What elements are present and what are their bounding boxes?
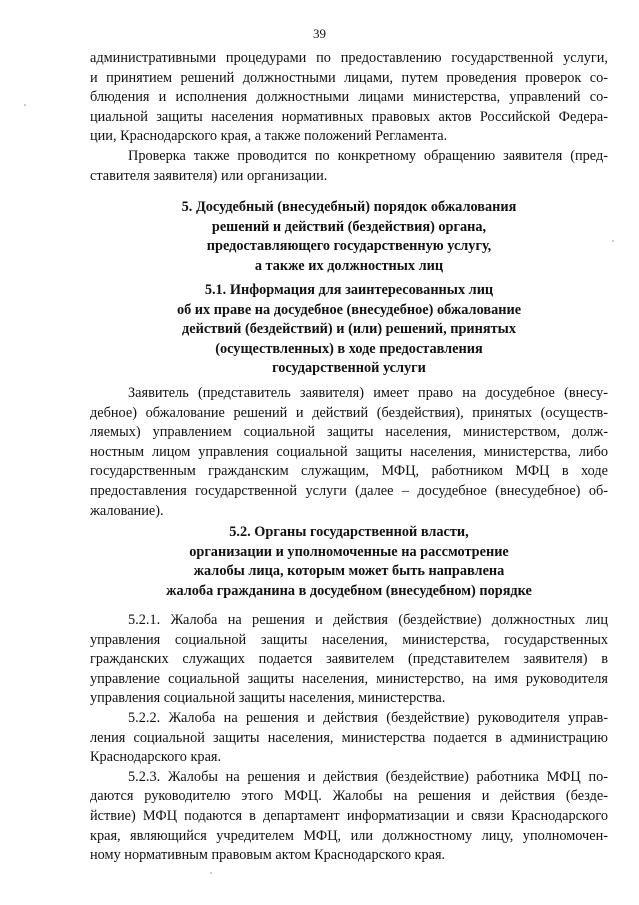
text-line: жалование).: [90, 502, 164, 519]
section-5-1-heading: [90, 281, 608, 379]
section-5-1-paragraph: [90, 384, 608, 521]
section-5-2-body: [90, 611, 608, 866]
text-line: Проверка также проводится по конкретному обращению заявителя (пред-: [128, 147, 608, 164]
text-line: 5.2.2. Жалоба на решения и действия (бездействие) руководителя управ-: [128, 709, 608, 726]
text-line: управление социальной защиты населения, министерство, на имя руководителя: [90, 670, 608, 687]
section-5-heading: [90, 198, 608, 276]
heading-line: а также их должностных лиц: [254, 257, 444, 274]
text-line: и принятием решений должностными лицами, путем проведения проверок со-: [90, 69, 608, 86]
text-line: ления социальной защиты населения, министерства подается в администрацию: [90, 729, 608, 746]
text-line: управления социальной защиты населения, министерства.: [90, 690, 446, 707]
text-line: дебное) обжалование решений и действий (бездействия), принятых (осуществ-: [90, 404, 608, 421]
text-line: ции, Краснодарского края, а также положений Регламента.: [90, 128, 448, 145]
heading-line: государственной услуги: [272, 360, 426, 377]
text-line: ностным лицом управления социальной защиты населения, министерства, либо: [90, 443, 608, 460]
text-line: 5.2.3. Жалобы на решения и действия (бездействие) работника МФЦ по-: [128, 768, 608, 785]
page-number: 39: [313, 26, 326, 41]
heading-line: 5.2. Органы государственной власти,: [229, 524, 469, 540]
text-line: Заявитель (представитель заявителя) имеет право на досудебное (внесу-: [128, 385, 608, 401]
text-line: предоставления государственной услуги (далее – досудебное (внесудебное) об-: [90, 482, 608, 499]
section-5-2-heading: [90, 523, 608, 601]
text-line: йствие) МФЦ подаются в департамент информатизации и связи Краснодарского: [90, 807, 608, 824]
text-line: даются руководителю этого МФЦ. Жалобы на решения и действия (безде-: [90, 788, 608, 805]
heading-line: 5. Досудебный (внесудебный) порядок обжалования: [181, 199, 517, 215]
text-line: государственным гражданским служащим, МФЦ, работником МФЦ в ходе: [90, 463, 608, 480]
heading-line: предоставляющего государственную услугу,: [206, 238, 492, 255]
heading-line: решений и действий (бездействия) органа,: [211, 218, 487, 235]
text-line: Краснодарского края.: [90, 749, 222, 766]
text-line: 5.2.1. Жалоба на решения и действия (бездействие) должностных лиц: [128, 612, 608, 628]
text-line: блюдения и исполнения должностными лицами министерства, управлений со-: [90, 89, 608, 106]
text-line: административными процедурами по предоставлению государственной услуги,: [90, 50, 608, 66]
intro-block: [90, 49, 608, 186]
intro-paragraph: [90, 49, 608, 147]
scan-speck: [612, 240, 614, 242]
text-line: ставителя заявителя) или организации.: [90, 167, 328, 184]
text-line: ному нормативным правовым актом Краснодарского края.: [90, 847, 446, 864]
text-line: гражданских служащих подается заявителем (представителем заявителя) в: [90, 651, 608, 668]
heading-line: действий (бездействий) и (или) решений, принятых: [182, 321, 516, 338]
heading-line: жалоба гражданина в досудебном (внесудебном) порядке: [166, 582, 532, 599]
heading-line: об их праве на досудебное (внесудебное) обжалование: [176, 301, 522, 318]
clause-5-2-2: [90, 709, 608, 768]
heading-line: (осуществленных) в ходе предоставления: [215, 340, 483, 357]
text-line: края, являющийся учредителем МФЦ, или должностному лицу, уполномочен-: [90, 827, 608, 844]
scan-speck: [210, 872, 212, 874]
text-line: ляемых) управлением социальной защиты населения, министерством, долж-: [90, 424, 608, 441]
heading-line: организации и уполномоченные на рассмотрение: [189, 543, 509, 560]
clause-5-2-3: [90, 768, 608, 866]
text-line: циальной защиты населения нормативных правовых актов Российской Федера-: [90, 108, 608, 125]
intro-paragraph-2: [90, 147, 608, 186]
scan-speck: [24, 104, 26, 106]
heading-line: жалобы лица, которым может быть направлена: [193, 563, 505, 580]
heading-line: 5.1. Информация для заинтересованных лиц: [204, 282, 494, 298]
clause-5-2-1: [90, 611, 608, 709]
text-line: управления социальной защиты населения, министерства, государственных: [90, 631, 608, 648]
